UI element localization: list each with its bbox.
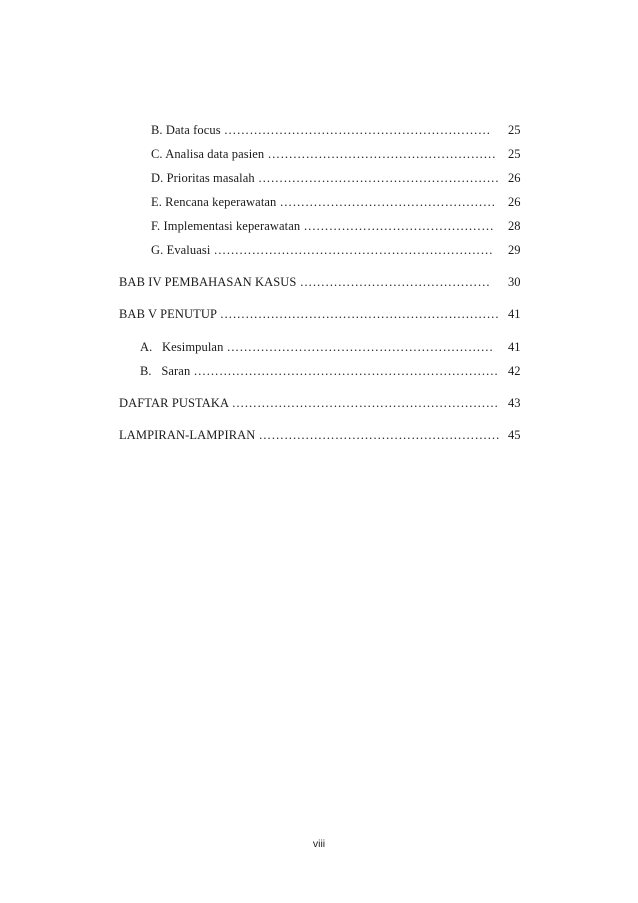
toc-page-number: 30 [508, 275, 521, 289]
toc-page-number: 43 [508, 396, 521, 410]
toc-page-number: 41 [508, 340, 521, 354]
toc-leader-dots: …………………………………………… [279, 195, 496, 209]
toc-entry-saran [140, 363, 498, 379]
toc-leader-dots: ……………………………………………………… [223, 123, 491, 137]
toc-leader-dots: ………………………………………………… [257, 171, 500, 185]
toc-entry-kesimpulan [140, 339, 493, 355]
toc-entry-lampiran [119, 427, 500, 443]
toc-entry-rencana-keperawatan [151, 194, 496, 210]
toc-entry-label: C. Analisa data pasien [151, 147, 265, 161]
toc-page-number: 29 [508, 243, 521, 257]
toc-entry-daftar-pustaka [119, 395, 498, 411]
toc-entry-analisa-data [151, 146, 496, 162]
toc-entry-label: DAFTAR PUSTAKA [119, 396, 229, 410]
toc-entry-label: D. Prioritas masalah [151, 171, 255, 185]
toc-leader-dots: ……………………………………………………… [226, 340, 494, 354]
toc-leader-dots: ………………………………………………… [258, 428, 500, 442]
toc-entry-label: LAMPIRAN-LAMPIRAN [119, 428, 256, 442]
toc-page-number: 25 [508, 123, 521, 137]
toc-entry-label: B. Data focus [151, 123, 221, 137]
toc-page-number: 26 [508, 171, 521, 185]
toc-leader-dots: ………………………………………………………… [219, 307, 500, 321]
toc-page-number: 25 [508, 147, 521, 161]
toc-leader-dots: ……………………………………………………………… [193, 364, 499, 378]
toc-entry-label: G. Evaluasi [151, 243, 211, 257]
toc-entry-bab-v [119, 306, 499, 322]
toc-leader-dots: ……………………………………… [299, 275, 491, 289]
toc-page-number: 42 [508, 364, 521, 378]
toc-entry-label: BAB V PENUTUP [119, 307, 217, 321]
toc-entry-label: F. Implementasi keperawatan [151, 219, 301, 233]
page-footer-number: viii [312, 838, 326, 850]
toc-entry-implementasi [151, 218, 494, 234]
toc-page-number: 28 [508, 219, 521, 233]
toc-entry-label: BAB IV PEMBAHASAN KASUS [119, 275, 297, 289]
toc-entry-label: E. Rencana keperawatan [151, 195, 277, 209]
toc-entry-data-focus [151, 122, 491, 138]
toc-leader-dots: ………………………………………………………… [213, 243, 494, 257]
toc-leader-dots: ……………………………………………… [267, 147, 497, 161]
toc-entry-bab-iv [119, 274, 490, 290]
toc-entry-label: B. Saran [140, 364, 191, 378]
toc-page-number: 45 [508, 428, 521, 442]
toc-entry-prioritas-masalah [151, 170, 499, 186]
toc-entry-label: A. Kesimpulan [140, 340, 224, 354]
toc-entry-evaluasi [151, 242, 493, 258]
toc-leader-dots: ……………………………………………………… [231, 396, 499, 410]
toc-leader-dots: ……………………………………… [303, 219, 494, 233]
toc-page-number: 26 [508, 195, 521, 209]
toc-page-number: 41 [508, 307, 521, 321]
